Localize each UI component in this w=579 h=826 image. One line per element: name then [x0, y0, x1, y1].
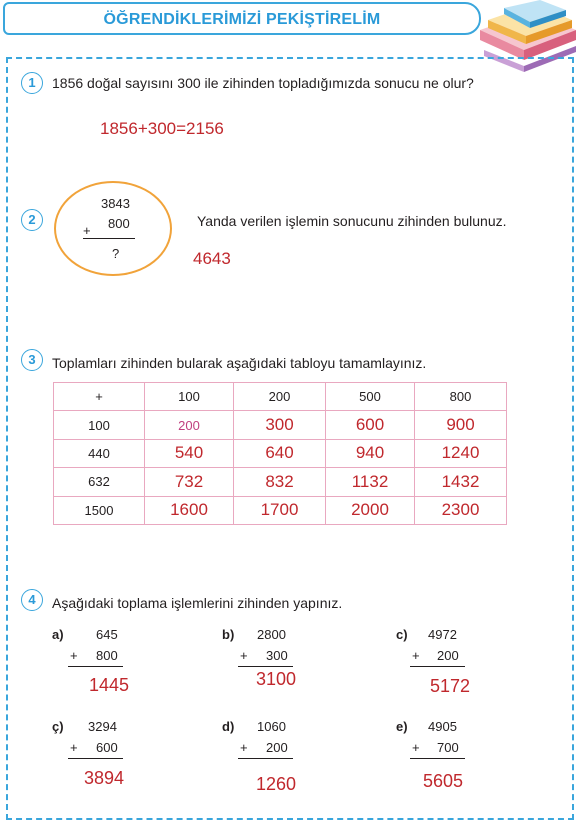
operation-answer: 1445 — [89, 675, 130, 695]
operation-answer: 3100 — [256, 669, 297, 689]
table-row — [54, 496, 507, 524]
table-row — [54, 468, 507, 496]
question-1-answer: 1856+300=2156 — [100, 119, 224, 138]
question-2-answer: 4643 — [193, 249, 231, 268]
operation-plus: + — [412, 740, 420, 755]
table-cell-answer: 1132 — [326, 468, 415, 496]
operation-top: 1060 — [257, 719, 286, 734]
question-number-1: 1 — [21, 72, 43, 94]
table-cell-answer: 300 — [234, 411, 326, 439]
question-number-4: 4 — [21, 589, 43, 611]
operation-letter: ç) — [52, 719, 64, 734]
table-row — [54, 439, 507, 467]
table-row — [54, 411, 507, 439]
table-col-header: 100 — [145, 383, 234, 411]
operation-answer: 1260 — [256, 774, 297, 794]
operation-letter: a) — [52, 627, 64, 642]
question-number-2: 2 — [21, 209, 43, 231]
table-cell-answer: 1240 — [415, 439, 507, 467]
operation-top: 3294 — [88, 719, 117, 734]
table-corner-plus: + — [54, 383, 145, 411]
operation-line — [410, 666, 465, 667]
table-row-header: 1500 — [54, 496, 145, 524]
question-3-text: Toplamları zihinden bularak aşağıdaki tabloyu tamamlayınız. — [52, 355, 427, 371]
operation-plus: + — [412, 648, 420, 663]
question-2-text: Yanda verilen işlemin sonucunu zihinden bulunuz. — [197, 213, 507, 229]
table-col-header: 200 — [234, 383, 326, 411]
q2-result-placeholder: ? — [112, 246, 120, 261]
table-cell-answer: 732 — [145, 468, 234, 496]
operation-letter: c) — [396, 627, 408, 642]
table-cell-answer: 640 — [234, 439, 326, 467]
addition-table — [53, 382, 507, 525]
question-number-3: 3 — [21, 349, 43, 371]
table-row-header: 440 — [54, 439, 145, 467]
operation-line — [238, 666, 293, 667]
table-cell-answer: 540 — [145, 439, 234, 467]
operation-plus: + — [70, 648, 78, 663]
q2-plus-sign: + — [83, 223, 91, 238]
operation-top: 4905 — [428, 719, 457, 734]
table-cell-answer: 900 — [415, 411, 507, 439]
table-cell-answer: 1600 — [145, 496, 234, 524]
question-4-text: Aşağıdaki toplama işlemlerini zihinden yapınız. — [52, 595, 343, 611]
operation-top: 2800 — [257, 627, 286, 642]
table-header-row — [54, 383, 507, 411]
question-1-text: 1856 doğal sayısını 300 ile zihinden topladığımızda sonucu ne olur? — [52, 75, 474, 91]
table-cell-answer: 2300 — [415, 496, 507, 524]
table-col-header: 500 — [326, 383, 415, 411]
table-cell-given: 200 — [145, 411, 234, 439]
page-title: ÖĞRENDİKLERİMİZİ PEKİŞTİRELİM — [103, 11, 381, 28]
operation-bottom: 300 — [266, 648, 288, 663]
q2-top-number: 3843 — [101, 196, 130, 211]
operation-bottom: 200 — [266, 740, 288, 755]
operation-top: 4972 — [428, 627, 457, 642]
operation-line — [68, 666, 123, 667]
table-row-header: 100 — [54, 411, 145, 439]
q2-bottom-number: 800 — [108, 216, 130, 231]
operation-letter: b) — [222, 627, 235, 642]
table-cell-answer: 600 — [326, 411, 415, 439]
operation-plus: + — [240, 740, 248, 755]
operation-answer: 3894 — [84, 768, 125, 788]
table-cell-answer: 832 — [234, 468, 326, 496]
operation-answer: 5172 — [430, 676, 471, 696]
operation-bottom: 700 — [437, 740, 459, 755]
table-cell-answer: 1432 — [415, 468, 507, 496]
operation-answer: 5605 — [423, 771, 464, 791]
operation-line — [410, 758, 465, 759]
operation-bottom: 800 — [96, 648, 118, 663]
table-cell-answer: 2000 — [326, 496, 415, 524]
operation-bottom: 200 — [437, 648, 459, 663]
operation-letter: d) — [222, 719, 235, 734]
operation-plus: + — [240, 648, 248, 663]
operation-line — [68, 758, 123, 759]
operation-bottom: 600 — [96, 740, 118, 755]
q2-sum-line — [83, 238, 135, 239]
operation-top: 645 — [96, 627, 118, 642]
operation-letter: e) — [396, 719, 408, 734]
table-cell-answer: 940 — [326, 439, 415, 467]
table-cell-answer: 1700 — [234, 496, 326, 524]
title-banner — [3, 2, 481, 35]
table-row-header: 632 — [54, 468, 145, 496]
operation-plus: + — [70, 740, 78, 755]
table-col-header: 800 — [415, 383, 507, 411]
operation-line — [238, 758, 293, 759]
